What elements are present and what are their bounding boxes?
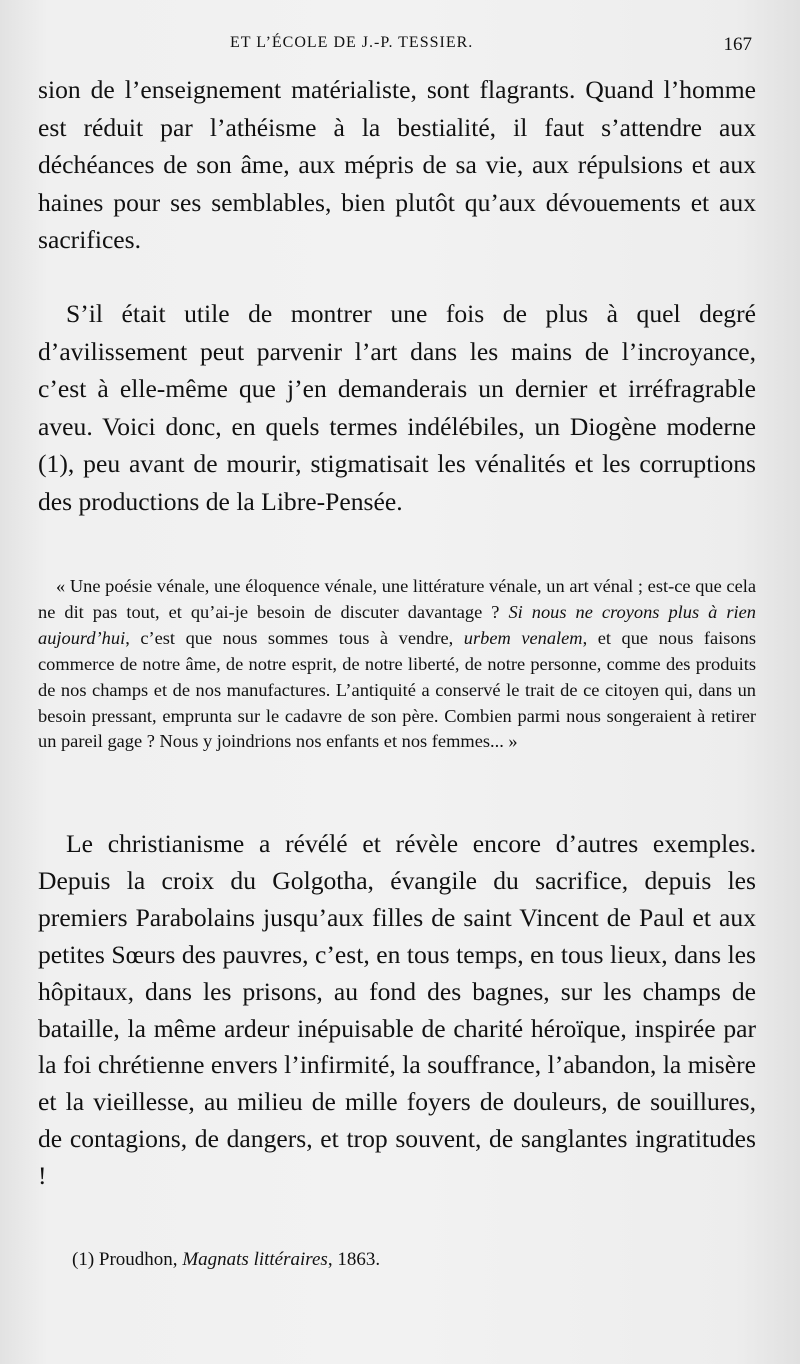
- paragraph-1-text: sion de l’enseignement matérialiste, sont flagrants. Quand l’homme est réduit par l’athéisme à la bestialité, il faut s’attendre aux déchéances de son âme, aux mépris de sa vie, aux répulsions et aux haines pour ses semblables, bien plutôt qu’aux dévouements et aux sacrifices.: [38, 75, 756, 254]
- quote-text-2: , c’est que nous sommes tous à vendre,: [125, 627, 464, 648]
- footnote-title: Magnats littéraires: [182, 1249, 328, 1270]
- paragraph-3-text: Le christianisme a révélé et révèle encore d’autres exemples. Depuis la croix du Golgotha, évangile du sacrifice, depuis les premiers Parabolains jusqu’aux filles de saint Vincent de Paul et aux petites Sœurs des pauvres, c’est, en tous temps, en tous lieux, dans les hôpitaux, dans les prisons, au fond des bagnes, sur les champs de bataille, la même ardeur inépuisable de charité héroïque, inspirée par la foi chrétienne envers l’infirmité, la souffrance, l’abandon, la misère et la vieillesse, au milieu de mille foyers de douleurs, de souillures, de contagions, de dangers, et trop souvent, de sanglantes ingratitudes !: [38, 829, 756, 1191]
- paragraph-3: [38, 826, 756, 1195]
- paragraph-1: [38, 71, 756, 259]
- quote-italic-2: urbem venalem: [463, 627, 583, 648]
- paragraph-2-text: S’il était utile de montrer une fois de plus à quel degré d’avilissement peut parvenir l’art dans les mains de l’incroyance, c’est à elle-même que j’en demanderais un dernier et irréfragrable aveu. Voici donc, en quels termes indélébiles, un Diogène moderne (1), peu avant de mourir, stigmatisait les vénalités et les corruptions des productions de la Libre-Pensée.: [38, 299, 756, 516]
- running-head: [230, 34, 752, 60]
- paragraph-2: [38, 295, 756, 520]
- page-number: 167: [723, 34, 752, 55]
- footnote-marker: (1) Proudhon,: [72, 1249, 183, 1270]
- footnote-year: , 1863.: [327, 1249, 381, 1270]
- footnote: [72, 1248, 380, 1272]
- quote-text-1: « Une poésie vénale, une éloquence vénale, une littérature vénale, un art vénal ; est-ce que cela ne dit pas tout, et qu’ai-je besoin de discuter davantage ?: [38, 576, 756, 622]
- block-quote: [38, 574, 756, 755]
- quote-italic-1: Si nous ne croyons plus à rien aujourd’hui: [38, 601, 756, 648]
- quote-text-3: , et que nous faisons commerce de notre âme, de notre esprit, de notre liberté, de notre personne, comme des produits de nos champs et de nos manufactures. L’antiquité a conservé le trait de ce citoyen qui, dans un besoin pressant, emprunta sur le cadavre de son père. Combien parmi nous songeraient à retirer un pareil gage ? Nous y joindrions nos enfants et nos femmes... »: [38, 627, 756, 752]
- running-title: ET L’ÉCOLE DE J.-P. TESSIER.: [230, 34, 474, 51]
